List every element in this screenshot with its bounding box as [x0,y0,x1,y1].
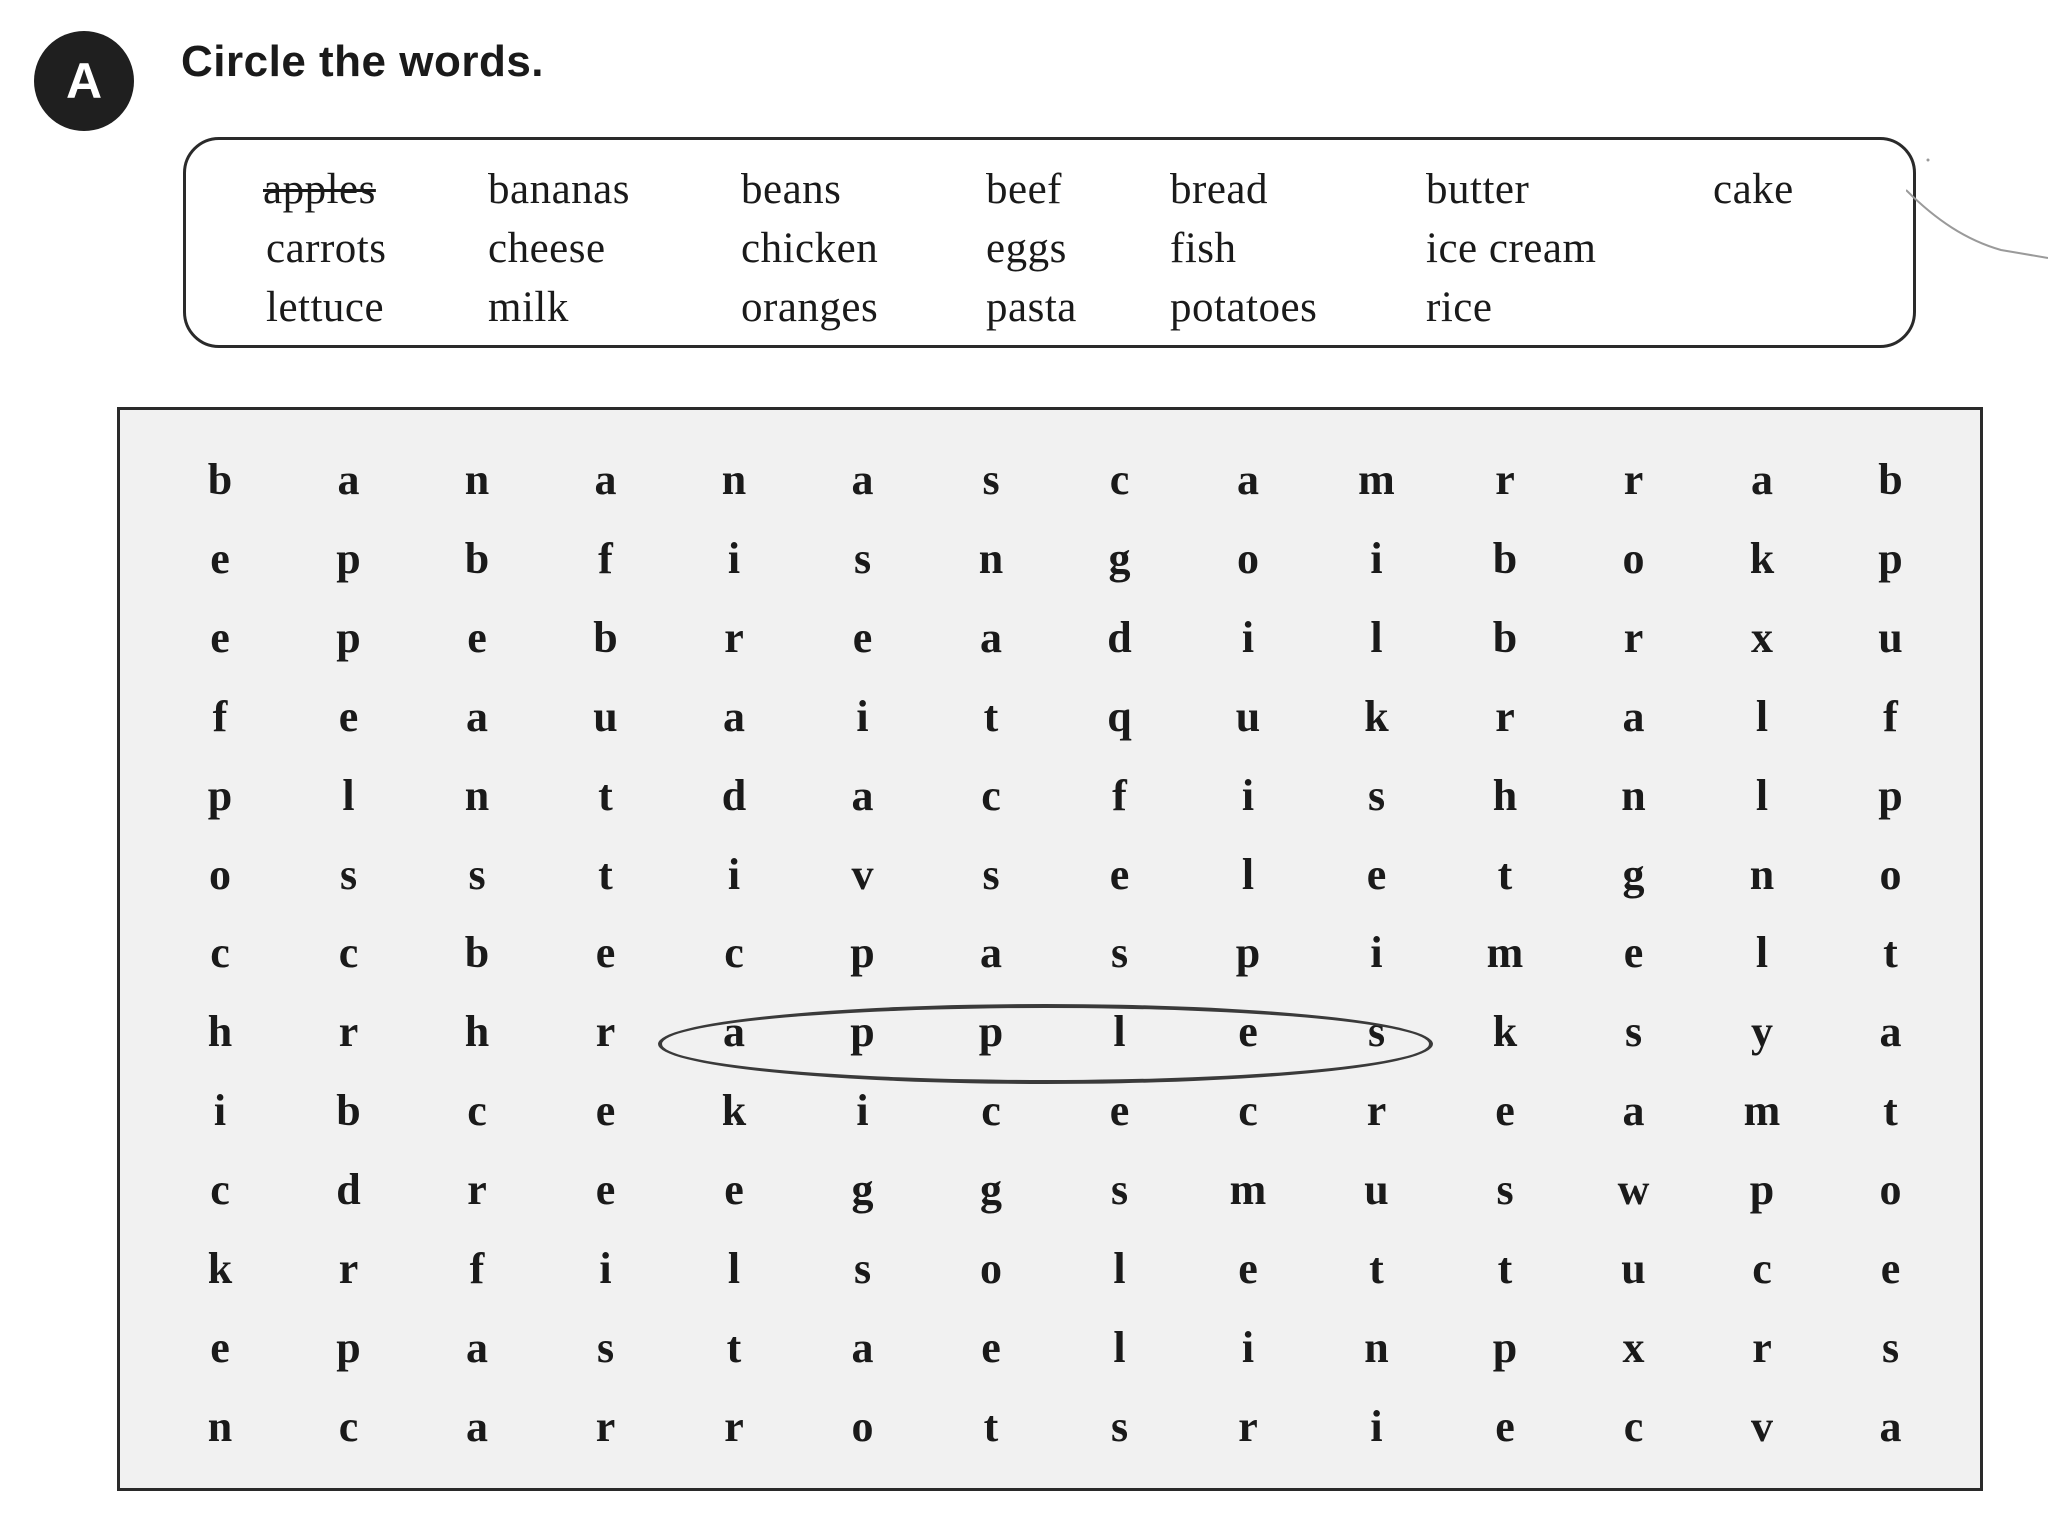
grid-letter-r10-c13[interactable]: e [1880,1244,1901,1293]
grid-letter-r8-c0[interactable]: i [213,1086,227,1136]
grid-letter-r11-c13[interactable]: s [1881,1322,1900,1372]
grid-letter-r11-c10[interactable]: p [1492,1322,1518,1372]
grid-letter-r8-c7[interactable]: e [1109,1086,1130,1136]
grid-letter-r3-c1[interactable]: e [338,691,359,741]
grid-letter-r11-c5[interactable]: a [851,1322,874,1372]
grid-letter-r8-c13[interactable]: t [1883,1086,1898,1136]
grid-letter-r12-c7[interactable]: s [1110,1401,1129,1451]
grid-letter-r6-c8[interactable]: p [1235,928,1261,978]
grid-letter-r0-c2[interactable]: n [464,455,490,504]
grid-letter-r12-c9[interactable]: i [1370,1401,1383,1451]
grid-letter-r0-c12[interactable]: a [1751,455,1773,504]
word-bank-item-rice: rice [1426,284,1493,331]
grid-letter-r5-c9[interactable]: e [1366,849,1387,899]
grid-letter-r0-c8[interactable]: a [1237,455,1259,504]
grid-letter-r8-c5[interactable]: i [856,1086,869,1136]
word-bank-item-oranges: oranges [741,284,879,331]
grid-letter-r6-c0[interactable]: c [210,928,230,978]
grid-letter-r7-c1[interactable]: r [338,1007,359,1057]
grid-letter-r10-c6[interactable]: o [980,1244,1002,1293]
grid-letter-r3-c6[interactable]: t [983,691,999,741]
grid-letter-r8-c9[interactable]: r [1366,1086,1387,1136]
grid-letter-r8-c4[interactable]: k [721,1086,747,1136]
grid-letter-r10-c2[interactable]: f [469,1244,485,1293]
word-bank-item-beans: beans [741,166,842,213]
grid-letter-r2-c3[interactable]: b [593,612,618,662]
grid-letter-r1-c6[interactable]: n [978,533,1004,583]
grid-letter-r1-c1[interactable]: p [336,533,361,583]
grid-letter-r9-c6[interactable]: g [980,1165,1002,1215]
grid-letter-r6-c10[interactable]: m [1486,928,1524,978]
grid-letter-r0-c7[interactable]: c [1109,455,1130,504]
grid-letter-r6-c6[interactable]: a [980,928,1002,978]
grid-letter-r7-c4[interactable]: a [723,1007,745,1057]
grid-letter-r2-c9[interactable]: l [1370,612,1383,662]
grid-letter-r5-c2[interactable]: s [468,849,486,899]
grid-letter-r8-c6[interactable]: c [981,1086,1001,1136]
grid-letter-r7-c3[interactable]: r [595,1007,616,1057]
grid-letter-r1-c4[interactable]: i [727,533,741,583]
grid-letter-r10-c9[interactable]: t [1369,1244,1384,1293]
grid-letter-r1-c10[interactable]: b [1492,533,1518,583]
grid-letter-r3-c10[interactable]: r [1495,691,1515,741]
grid-letter-r6-c1[interactable]: c [338,928,359,978]
grid-letter-r1-c11[interactable]: o [1622,533,1645,583]
word-bank-item-milk: milk [488,284,569,331]
word-bank [183,137,1916,348]
grid-letter-r0-c5[interactable]: a [851,455,874,504]
grid-letter-r7-c10[interactable]: k [1492,1007,1518,1057]
grid-letter-r10-c3[interactable]: i [599,1244,612,1293]
grid-letter-r4-c3[interactable]: t [598,770,613,820]
word-bank-item-cake: cake [1713,166,1794,213]
grid-letter-r2-c11[interactable]: r [1623,612,1644,662]
grid-letter-r0-c9[interactable]: m [1358,455,1395,504]
grid-letter-r6-c7[interactable]: s [1110,928,1129,978]
grid-letter-r5-c7[interactable]: e [1109,849,1130,899]
grid-letter-r9-c4[interactable]: e [724,1165,744,1215]
grid-letter-r6-c12[interactable]: l [1755,928,1769,978]
grid-letter-r0-c3[interactable]: a [594,455,617,504]
grid-letter-r12-c8[interactable]: r [1238,1401,1258,1451]
grid-letter-r7-c7[interactable]: l [1113,1007,1126,1057]
grid-letter-r2-c7[interactable]: d [1107,612,1132,662]
grid-letter-r3-c8[interactable]: u [1235,691,1261,741]
grid-letter-r6-c11[interactable]: e [1623,928,1644,978]
grid-letter-r7-c11[interactable]: s [1624,1007,1643,1057]
grid-letter-r5-c6[interactable]: s [982,849,1000,899]
grid-letter-r9-c3[interactable]: e [595,1165,616,1215]
instruction-heading: Circle the words. [181,37,545,86]
grid-letter-r11-c12[interactable]: r [1752,1322,1772,1372]
grid-letter-r2-c6[interactable]: a [980,612,1002,662]
grid-letter-r10-c12[interactable]: c [1752,1244,1772,1293]
grid-letter-r5-c4[interactable]: i [727,849,741,899]
grid-letter-r2-c0[interactable]: e [210,612,230,662]
grid-letter-r7-c13[interactable]: a [1879,1007,1902,1057]
grid-letter-r2-c12[interactable]: x [1751,612,1773,662]
grid-letter-r2-c13[interactable]: u [1878,612,1903,662]
word-bank-item-eggs: eggs [986,225,1067,272]
grid-letter-r11-c9[interactable]: n [1364,1322,1389,1372]
grid-letter-r0-c10[interactable]: r [1495,455,1515,504]
grid-letter-r0-c4[interactable]: n [721,455,747,504]
grid-letter-r0-c11[interactable]: r [1623,455,1644,504]
grid-letter-r1-c2[interactable]: b [464,533,490,583]
grid-letter-r7-c9[interactable]: s [1367,1007,1386,1057]
grid-letter-r7-c8[interactable]: e [1238,1007,1258,1057]
grid-letter-r0-c13[interactable]: b [1878,455,1903,504]
grid-letter-r3-c3[interactable]: u [593,691,618,741]
grid-letter-r6-c5[interactable]: p [850,928,875,978]
grid-letter-r5-c3[interactable]: t [598,849,613,899]
grid-letter-r4-c1[interactable]: l [342,770,355,820]
word-bank-item-butter: butter [1426,166,1530,213]
word-bank-item-chicken: chicken [741,225,879,272]
grid-letter-r5-c1[interactable]: s [339,849,358,899]
grid-letter-r1-c13[interactable]: p [1878,533,1903,583]
grid-letter-r5-c5[interactable]: v [851,849,874,899]
word-bank-item-ice-cream: ice cream [1426,225,1597,272]
grid-letter-r11-c2[interactable]: a [466,1322,488,1372]
grid-letter-r4-c6[interactable]: c [981,770,1001,820]
grid-letter-r12-c6[interactable]: t [983,1401,999,1451]
grid-letter-r11-c8[interactable]: i [1241,1322,1255,1372]
grid-letter-r3-c11[interactable]: a [1622,691,1645,741]
grid-letter-r3-c0[interactable]: f [212,691,228,741]
grid-letter-r12-c5[interactable]: o [851,1401,874,1451]
grid-letter-r3-c12[interactable]: l [1755,691,1769,741]
grid-letter-r7-c12[interactable]: y [1751,1007,1773,1057]
grid-letter-r2-c4[interactable]: r [724,612,744,662]
grid-letter-r9-c1[interactable]: d [336,1165,361,1215]
grid-letter-r0-c6[interactable]: s [982,455,1000,504]
grid-letter-r4-c4[interactable]: d [721,770,747,820]
grid-letter-r9-c0[interactable]: c [210,1165,230,1215]
grid-letter-r8-c11[interactable]: a [1622,1086,1645,1136]
grid-letter-r9-c2[interactable]: r [467,1165,487,1215]
grid-letter-r6-c3[interactable]: e [595,928,616,978]
grid-letter-r4-c8[interactable]: i [1241,770,1255,820]
grid-letter-r7-c0[interactable]: h [207,1007,233,1057]
word-bank-item-apples: apples [263,166,376,213]
grid-letter-r3-c9[interactable]: k [1364,691,1389,741]
grid-letter-r2-c1[interactable]: p [336,612,361,662]
example-circle-apples [658,1004,1433,1084]
grid-letter-r8-c8[interactable]: c [1238,1086,1258,1136]
grid-letter-r9-c7[interactable]: s [1110,1165,1129,1215]
grid-letter-r1-c12[interactable]: k [1749,533,1775,583]
grid-letter-r4-c10[interactable]: h [1492,770,1518,820]
grid-letter-r4-c11[interactable]: n [1621,770,1646,820]
grid-letter-r8-c3[interactable]: e [595,1086,616,1136]
grid-letter-r12-c13[interactable]: a [1879,1401,1902,1451]
grid-letter-r9-c9[interactable]: u [1364,1165,1389,1215]
grid-letter-r5-c12[interactable]: n [1749,849,1775,899]
grid-letter-r4-c0[interactable]: p [207,770,233,820]
grid-letter-r12-c10[interactable]: e [1495,1401,1515,1451]
grid-letter-r4-c2[interactable]: n [464,770,490,820]
grid-letter-r4-c9[interactable]: s [1367,770,1386,820]
word-bank-item-bananas: bananas [488,166,630,213]
grid-letter-r1-c9[interactable]: i [1370,533,1383,583]
grid-letter-r9-c11[interactable]: w [1617,1165,1650,1215]
grid-letter-r12-c0[interactable]: n [207,1401,233,1451]
word-bank-item-fish: fish [1170,225,1237,272]
word-bank-item-potatoes: potatoes [1170,284,1318,331]
grid-letter-r9-c8[interactable]: m [1229,1165,1267,1215]
grid-letter-r9-c13[interactable]: o [1879,1165,1902,1215]
grid-letter-r11-c7[interactable]: l [1113,1322,1126,1372]
grid-letter-r5-c13[interactable]: o [1879,849,1902,899]
grid-letter-r9-c12[interactable]: p [1749,1165,1775,1215]
exercise-badge [34,31,134,131]
word-bank-item-beef: beef [986,166,1062,213]
grid-letter-r5-c11[interactable]: g [1622,849,1645,899]
grid-letter-r6-c9[interactable]: i [1370,928,1383,978]
grid-letter-r8-c12[interactable]: m [1743,1086,1781,1136]
grid-letter-r11-c1[interactable]: p [336,1322,361,1372]
grid-letter-r12-c11[interactable]: c [1623,1401,1644,1451]
grid-letter-r5-c0[interactable]: o [209,849,231,899]
grid-letter-r10-c10[interactable]: t [1497,1244,1513,1293]
grid-letter-r1-c8[interactable]: o [1237,533,1259,583]
grid-letter-r12-c4[interactable]: r [724,1401,744,1451]
grid-letter-r11-c6[interactable]: e [981,1322,1001,1372]
grid-letter-r7-c6[interactable]: p [978,1007,1004,1057]
grid-letter-r8-c1[interactable]: b [336,1086,361,1136]
grid-letter-r10-c4[interactable]: l [727,1244,741,1293]
word-bank-item-pasta: pasta [986,284,1077,331]
grid-letter-r4-c5[interactable]: a [851,770,874,820]
word-search-grid [117,407,1983,1491]
grid-letter-r10-c5[interactable]: s [853,1244,872,1293]
word-bank-item-lettuce: lettuce [266,284,385,331]
grid-letter-r2-c10[interactable]: b [1492,612,1518,662]
grid-letter-r12-c2[interactable]: a [466,1401,488,1451]
grid-letter-r11-c4[interactable]: t [726,1322,742,1372]
grid-letter-r1-c7[interactable]: g [1108,533,1131,583]
grid-letter-r7-c5[interactable]: p [850,1007,875,1057]
grid-letter-r4-c7[interactable]: f [1112,770,1127,820]
grid-letter-r10-c11[interactable]: u [1621,1244,1646,1293]
grid-letter-r1-c3[interactable]: f [598,533,613,583]
grid-letter-r5-c8[interactable]: l [1241,849,1255,899]
grid-letter-r10-c1[interactable]: r [338,1244,359,1293]
grid-letter-r9-c5[interactable]: g [851,1165,874,1215]
speech-tail-mark [1906,150,2048,270]
grid-letter-r3-c2[interactable]: a [466,691,488,741]
grid-letter-r10-c7[interactable]: l [1113,1244,1126,1293]
grid-letter-r3-c5[interactable]: i [856,691,869,741]
grid-letter-r10-c0[interactable]: k [207,1244,233,1293]
grid-letter-r1-c0[interactable]: e [210,533,230,583]
grid-letter-r11-c0[interactable]: e [210,1322,230,1372]
grid-letter-r8-c10[interactable]: e [1495,1086,1515,1136]
grid-letter-r3-c7[interactable]: q [1107,691,1132,741]
grid-letter-r0-c1[interactable]: a [337,455,360,504]
grid-letter-r12-c12[interactable]: v [1751,1401,1773,1451]
grid-letter-r1-c5[interactable]: s [853,533,872,583]
grid-letter-r6-c13[interactable]: t [1883,928,1898,978]
grid-letter-r7-c2[interactable]: h [464,1007,490,1057]
grid-letter-r0-c0[interactable]: b [207,455,233,504]
grid-letter-r6-c2[interactable]: b [464,928,490,978]
grid-letter-r4-c13[interactable]: p [1878,770,1903,820]
grid-letter-r9-c10[interactable]: s [1496,1165,1514,1215]
grid-letter-r2-c2[interactable]: e [467,612,487,662]
grid-letter-r11-c11[interactable]: x [1622,1322,1645,1372]
word-bank-item-bread: bread [1170,166,1268,213]
grid-letter-r8-c2[interactable]: c [467,1086,487,1136]
grid-letter-r4-c12[interactable]: l [1755,770,1769,820]
grid-letter-r3-c4[interactable]: a [723,691,745,741]
grid-letter-r6-c4[interactable]: c [724,928,744,978]
grid-letter-r5-c10[interactable]: t [1497,849,1513,899]
grid-letter-r3-c13[interactable]: f [1883,691,1898,741]
grid-letter-r2-c8[interactable]: i [1241,612,1255,662]
exercise-badge-letter: A [65,53,103,109]
grid-letter-r11-c3[interactable]: s [596,1322,615,1372]
word-bank-item-cheese: cheese [488,225,606,272]
word-bank-item-carrots: carrots [266,225,387,272]
grid-letter-r2-c5[interactable]: e [852,612,873,662]
grid-letter-r12-c3[interactable]: r [595,1401,616,1451]
grid-letter-r12-c1[interactable]: c [338,1401,359,1451]
grid-letter-r10-c8[interactable]: e [1238,1244,1258,1293]
